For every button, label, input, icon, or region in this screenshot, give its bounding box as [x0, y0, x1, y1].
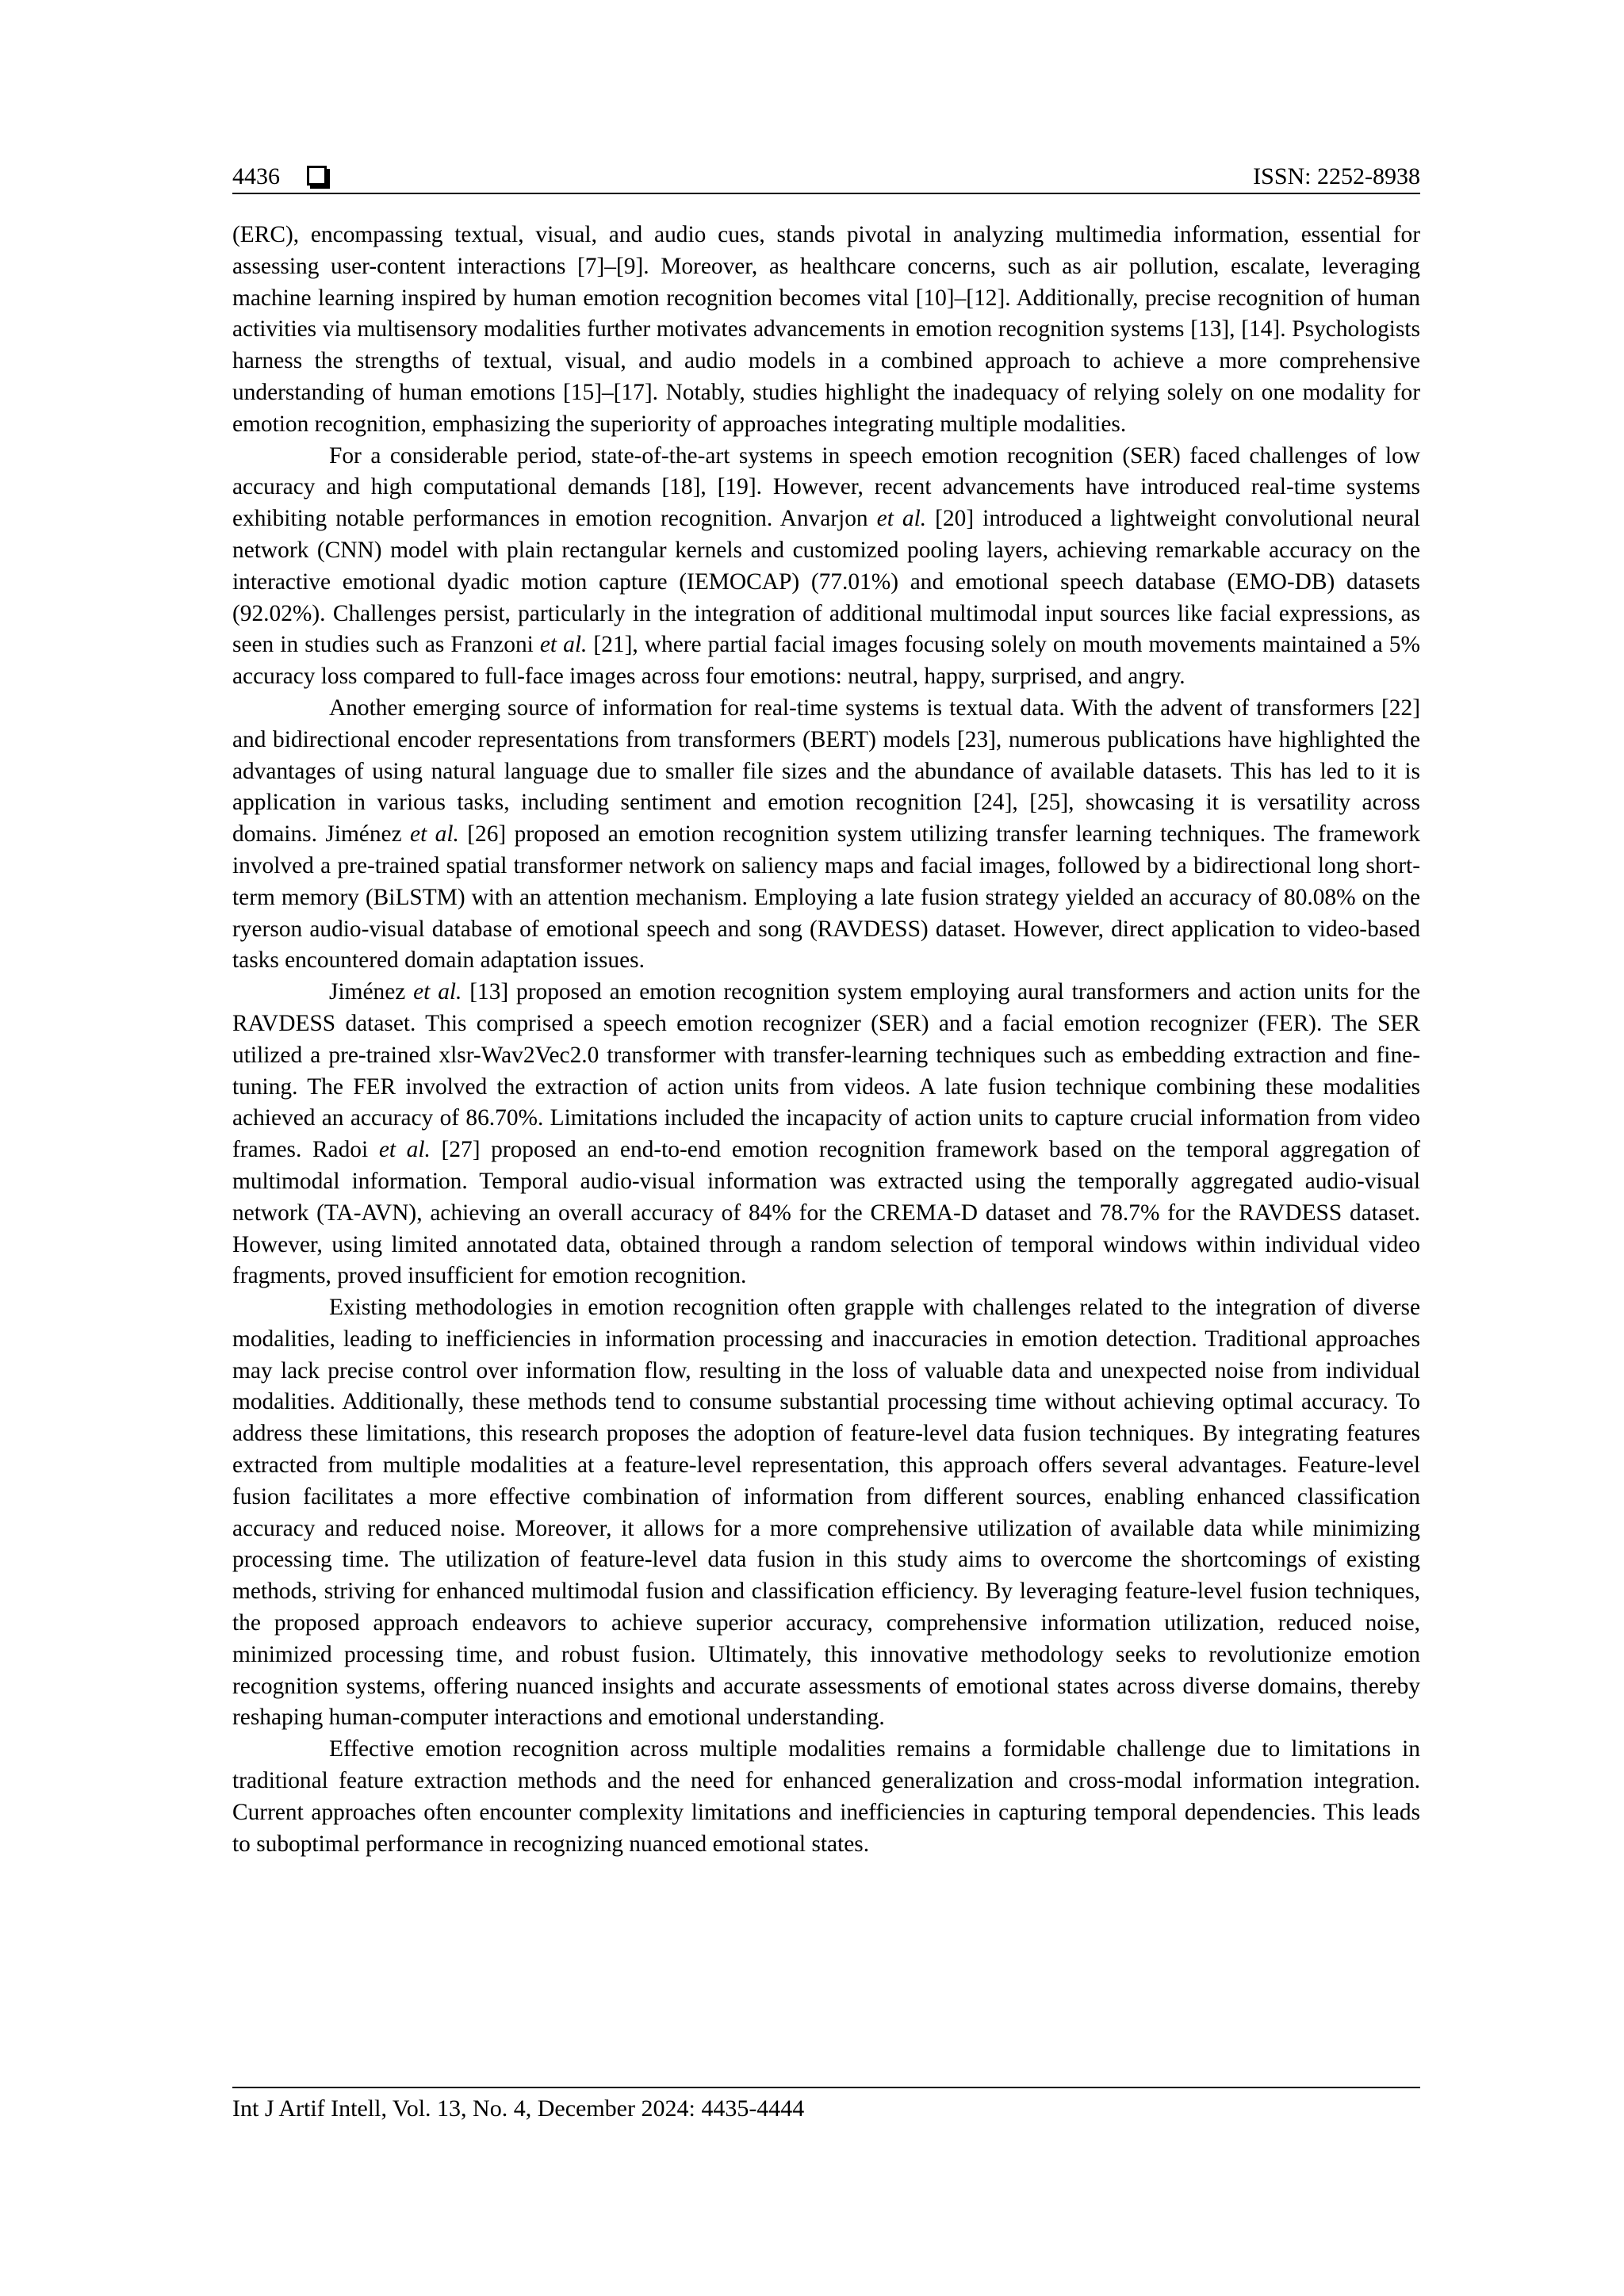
italic-text: et al.	[410, 821, 459, 848]
paragraph	[232, 1734, 1420, 1860]
text-segment: [26] proposed an emotion recognition system utilizing transfer learning techniques. The framework involved a pre-trained spatial transformer network on saliency maps and facial images, followed by a bidirectional long short-term memory (BiLSTM) with an attention mechanism. Employing a late fusion strategy yielded an accuracy of 80.08% on the ryerson audio-visual database of emotional speech and song (RAVDESS) dataset. However, direct application to video-based tasks encountered domain adaptation issues.	[232, 821, 1420, 974]
text-segment: Jiménez	[329, 979, 414, 1005]
text-segment: Existing methodologies in emotion recognition often grapple with challenges related to the integration of diverse modalities, leading to inefficiencies in information processing and inaccuracies in emotion detection. Traditional approaches may lack precise control over information flow, resulting in the loss of valuable data and unexpected noise from individual modalities. Additionally, these methods tend to consume substantial processing time without achieving optimal accuracy. To address these limitations, this research proposes the adoption of feature-level data fusion techniques. By integrating features extracted from multiple modalities at a feature-level representation, this approach offers several advantages. Feature-level fusion facilitates a more effective combination of information from different sources, enabling enhanced classification accuracy and reduced noise. Moreover, it allows for a more comprehensive utilization of available data while minimizing processing time. The utilization of feature-level data fusion in this study aims to overcome the shortcomings of existing methods, striving for enhanced multimodal fusion and classification efficiency. By leveraging feature-level fusion techniques, the proposed approach endeavors to achieve superior accuracy, comprehensive information utilization, reduced noise, minimized processing time, and robust fusion. Ultimately, this innovative methodology seeks to revolutionize emotion recognition systems, offering nuanced insights and accurate assessments of emotional states across diverse domains, thereby reshaping human-computer interactions and emotional understanding.	[232, 1295, 1420, 1731]
italic-text: et al.	[876, 506, 927, 532]
text-segment: [27] proposed an end-to-end emotion recognition framework based on the temporal aggregation of multimodal information. Temporal audio-visual information was extracted using the temporally aggregated audio-visual network (TA-AVN), achieving an overall accuracy of 84% for the CREMA-D dataset and 78.7% for the RAVDESS dataset. However, using limited annotated data, obtained through a random selection of temporal windows within individual video fragments, proved insufficient for emotion recognition.	[232, 1137, 1420, 1289]
paragraph	[232, 977, 1420, 1292]
paragraph	[232, 1292, 1420, 1734]
italic-text: et al.	[413, 979, 462, 1005]
text-segment: [13] proposed an emotion recognition system employing aural transformers and action units for the RAVDESS dataset. This comprised a speech emotion recognizer (SER) and a facial emotion recognizer (FER). The SER utilized a pre-trained xlsr-Wav2Vec2.0 transformer with transfer-learning techniques such as embedding extraction and fine-tuning. The FER involved the extraction of action units from videos. A late fusion technique combining these modalities achieved an accuracy of 86.70%. Limitations included the incapacity of action units to capture crucial information from video frames. Radoi	[232, 979, 1420, 1163]
square-bullet-icon	[307, 166, 327, 186]
text-segment: [20] introduced a lightweight convolutional neural network (CNN) model with plain rectangular kernels and customized pooling layers, achieving remarkable accuracy on the interactive emotional dyadic motion capture (IEMOCAP) (77.01%) and emotional speech database (EMO-DB) datasets (92.02%). Challenges persist, particularly in the integration of additional multimodal input sources like facial expressions, as seen in studies such as Franzoni	[232, 506, 1420, 658]
text-segment: For a considerable period, state-of-the-art systems in speech emotion recognition (SER) faced challenges of low accuracy and high computational demands [18], [19]. However, recent advancements have introduced real-time systems exhibiting notable performances in emotion recognition. Anvarjon	[232, 442, 1420, 532]
page-number: 4436	[232, 163, 280, 189]
italic-text: et al.	[539, 632, 588, 658]
header-rule	[232, 193, 1420, 194]
text-segment: Another emerging source of information for real-time systems is textual data. With the advent of transformers [22] and bidirectional encoder representations from transformers (BERT) models [23], numerous publications have highlighted the advantages of using natural language due to smaller file sizes and the abundance of available datasets. This has led to it is application in various tasks, including sentiment and emotion recognition [24], [25], showcasing it is versatility across domains. Jiménez	[232, 695, 1420, 848]
journal-citation: Int J Artif Intell, Vol. 13, No. 4, December 2024: 4435-4444	[232, 2095, 805, 2122]
paragraph	[232, 441, 1420, 693]
issn: ISSN: 2252-8938	[1253, 163, 1420, 189]
body-text	[232, 220, 1420, 1860]
text-segment: Effective emotion recognition across multiple modalities remains a formidable challenge due to limitations in traditional feature extraction methods and the need for enhanced generalization and cross-modal information integration. Current approaches often encounter complexity limitations and inefficiencies in capturing temporal dependencies. This leads to suboptimal performance in recognizing nuanced emotional states.	[232, 1736, 1420, 1857]
header-left	[232, 163, 327, 190]
text-segment: [21], where partial facial images focusing solely on mouth movements maintained a 5% accuracy loss compared to full-face images across four emotions: neutral, happy, surprised, and angry.	[232, 632, 1420, 690]
footer-rule	[232, 2087, 1420, 2088]
paragraph	[232, 220, 1420, 441]
paragraph	[232, 693, 1420, 977]
page-header	[232, 155, 1420, 190]
text-segment: (ERC), encompassing textual, visual, and audio cues, stands pivotal in analyzing multimedia information, essential for assessing user-content interactions [7]–[9]. Moreover, as healthcare concerns, such as air pollution, escalate, leveraging machine learning inspired by human emotion recognition becomes vital [10]–[12]. Additionally, precise recognition of human activities via multisensory modalities further motivates advancements in emotion recognition systems [13], [14]. Psychologists harness the strengths of textual, visual, and audio models in a combined approach to achieve a more comprehensive understanding of human emotions [15]–[17]. Notably, studies highlight the inadequacy of relying solely on one modality for emotion recognition, emphasizing the superiority of approaches integrating multiple modalities.	[232, 222, 1420, 437]
italic-text: et al.	[378, 1137, 431, 1163]
